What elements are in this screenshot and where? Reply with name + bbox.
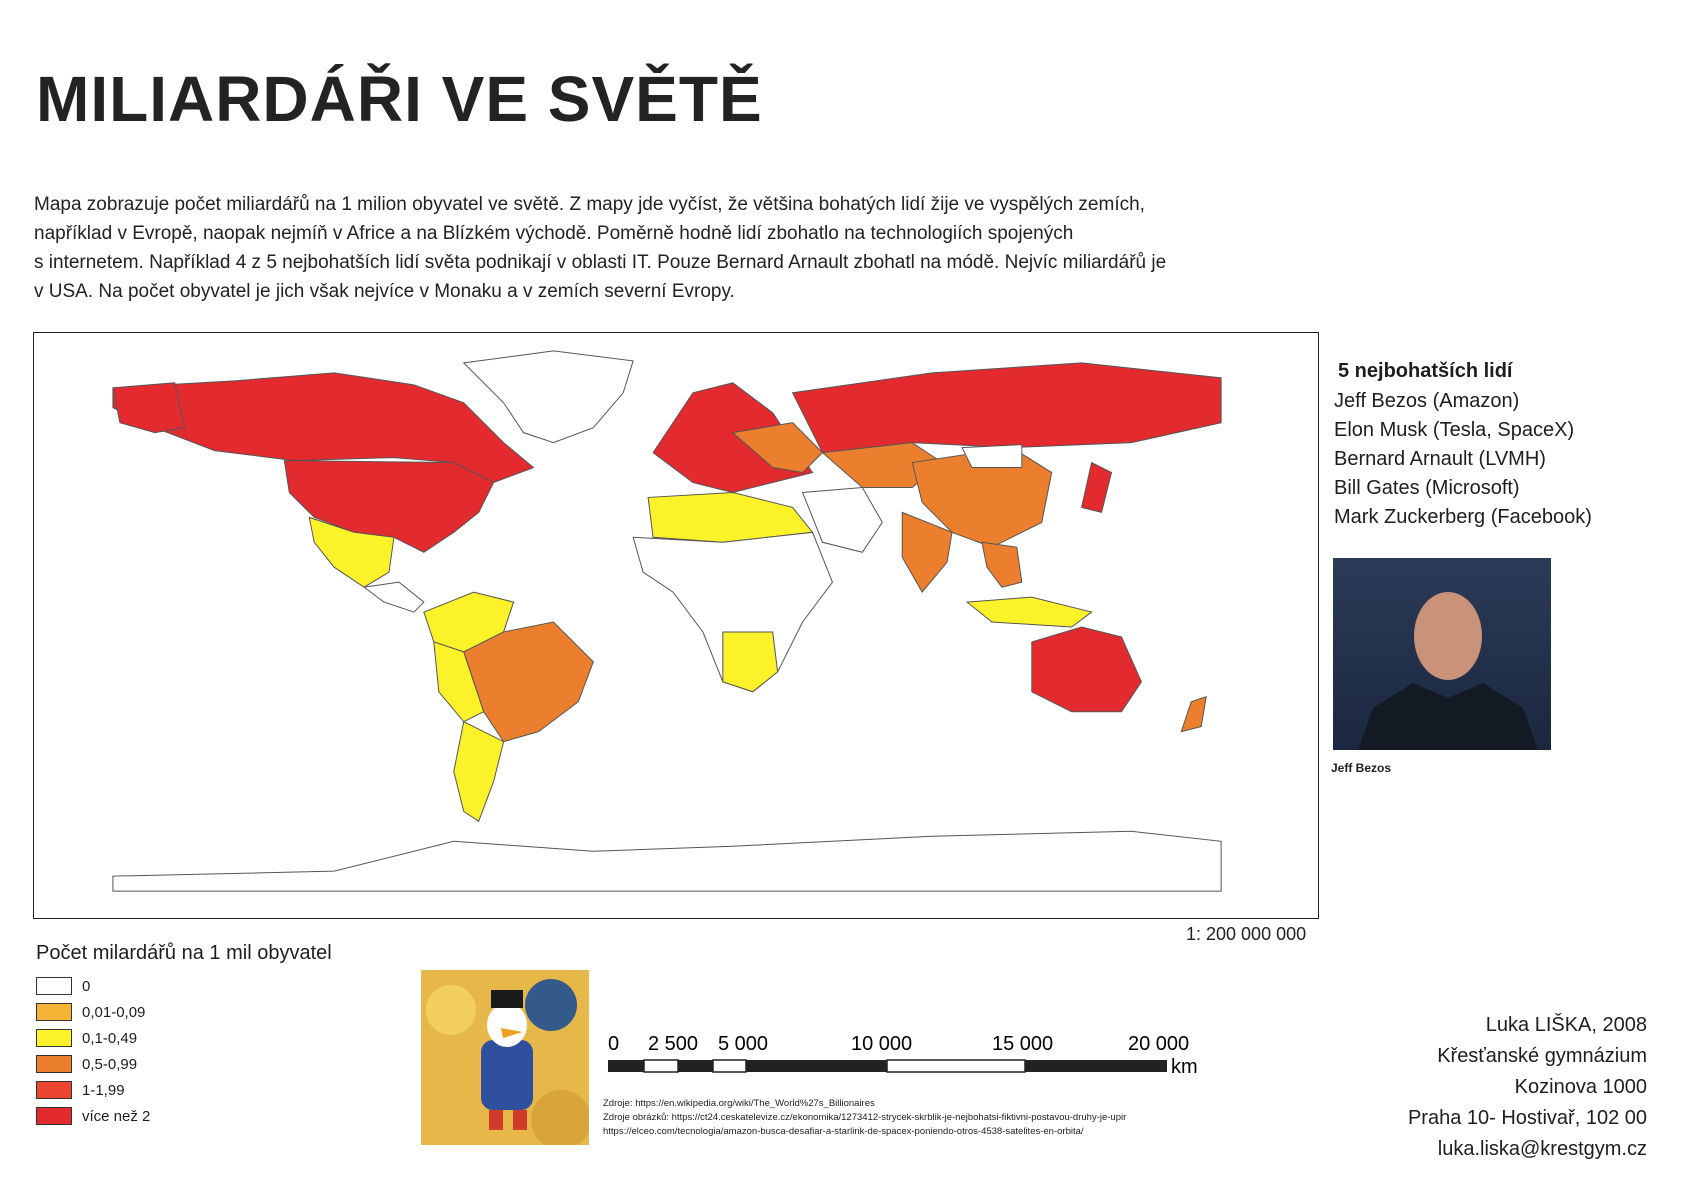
legend-row: [36, 999, 332, 1025]
japan-region: [1082, 463, 1112, 513]
scrooge-mcduck-image: [421, 970, 589, 1145]
legend-label: 0: [82, 977, 91, 995]
scale-tick-label: 0: [608, 1033, 620, 1055]
scale-tick-label: 2 500: [648, 1033, 699, 1055]
legend-row: [36, 1077, 332, 1103]
indonesia-region: [967, 597, 1092, 627]
intro-line: v USA. Na počet obyvatel je jich však nejvíce v Monaku a v zemích severní Evropy.: [34, 281, 735, 302]
richest-item: Bernard Arnault (LVMH): [1334, 448, 1546, 470]
legend-label: 0,1-0,49: [82, 1029, 138, 1047]
scale-tick-label: 10 000: [851, 1033, 913, 1055]
legend-swatch: [36, 1003, 72, 1021]
australia-region: [1032, 627, 1142, 712]
author-line: Kozinova 1000: [1514, 1076, 1647, 1098]
richest-item: Jeff Bezos (Amazon): [1334, 390, 1520, 412]
legend-row: [36, 973, 332, 999]
southern-africa-region: [723, 632, 778, 692]
photo-caption: Jeff Bezos: [1331, 761, 1392, 775]
author-line: luka.liska@krestgym.cz: [1437, 1138, 1647, 1160]
intro-line: například v Evropě, naopak nejmíň v Africe a na Blízkém východě. Poměrně hodně lidí zbohatlo na technologiích spojených: [34, 223, 1074, 244]
legend-label: 0,01-0,09: [82, 1003, 146, 1021]
legend-swatch: [36, 1055, 72, 1073]
mongolia-region: [962, 445, 1022, 468]
page-title: MILIARDÁŘI VE SVĚTĚ: [36, 63, 763, 135]
world-map-svg: [34, 333, 1318, 918]
richest-people-panel: [1332, 360, 1672, 532]
author-block: [1408, 1010, 1647, 1165]
richest-item: Mark Zuckerberg (Facebook): [1334, 506, 1592, 528]
richest-item: Elon Musk (Tesla, SpaceX): [1334, 419, 1575, 441]
legend-swatch: [36, 1081, 72, 1099]
legend-row: [36, 1051, 332, 1077]
world-map: [33, 332, 1319, 919]
map-scale-ratio: 1: 200 000 000: [1186, 924, 1307, 944]
legend-label: více než 2: [82, 1107, 151, 1125]
jeff-bezos-photo: [1333, 558, 1551, 750]
source-line: https://elceo.com/tecnologia/amazon-busca-desafiar-a-starlink-de-spacex-poniendo-otros-4538-satelites-en-orbita/: [603, 1126, 1084, 1137]
author-line: Luka LIŠKA, 2008: [1485, 1014, 1647, 1036]
sources: [603, 1097, 1126, 1139]
scale-tick-label: 20 000: [1128, 1033, 1190, 1055]
legend-swatch: [36, 977, 72, 995]
map-scale-bar: [600, 1030, 1200, 1090]
southeast-asia-region: [982, 542, 1022, 587]
legend-title: Počet milardářů na 1 mil obyvatel: [36, 942, 332, 964]
central-america-region: [364, 582, 424, 612]
legend-swatch: [36, 1029, 72, 1047]
author-line: Praha 10- Hostivař, 102 00: [1407, 1107, 1647, 1129]
antarctica-region: [113, 831, 1221, 891]
legend-label: 0,5-0,99: [82, 1055, 138, 1073]
alaska-region: [113, 383, 185, 433]
scale-bar-segments: [608, 1060, 1167, 1072]
legend-label: 1-1,99: [82, 1081, 125, 1099]
legend-swatch: [36, 1107, 72, 1125]
russia-region: [793, 363, 1222, 453]
author-line: Křesťanské gymnázium: [1437, 1045, 1647, 1067]
new-zealand-region: [1181, 697, 1206, 732]
richest-title: 5 nejbohatších lidí: [1338, 360, 1513, 382]
intro-line: Mapa zobrazuje počet miliardářů na 1 milion obyvatel ve světě. Z mapy jde vyčíst, že většina bohatých lidí žije ve vyspělých zemích,: [34, 194, 1145, 215]
richest-item: Bill Gates (Microsoft): [1334, 477, 1520, 499]
intro-line: s internetem. Například 4 z 5 nejbohatších lidí světa podnikají v oblasti IT. Pouze Bernard Arnault zbohatl na módě. Nejvíc miliardářů je: [34, 252, 1167, 273]
scale-unit: km: [1171, 1056, 1198, 1078]
map-legend: [36, 942, 332, 1129]
source-line: Zdroje: https://en.wikipedia.org/wiki/The_World%27s_Billionaires: [603, 1098, 875, 1109]
scale-tick-label: 15 000: [992, 1033, 1054, 1055]
legend-row: [36, 1103, 332, 1129]
southern-cone-region: [454, 722, 504, 822]
source-line: Zdroje obrázků: https://ct24.ceskatelevize.cz/ekonomika/1273412-strycek-skrblik-je-nejbohatsi-fiktivni-postavou-druhy-je-upir: [603, 1112, 1127, 1123]
scale-tick-label: 5 000: [718, 1033, 769, 1055]
legend-row: [36, 1025, 332, 1051]
intro-text: [34, 190, 1334, 306]
